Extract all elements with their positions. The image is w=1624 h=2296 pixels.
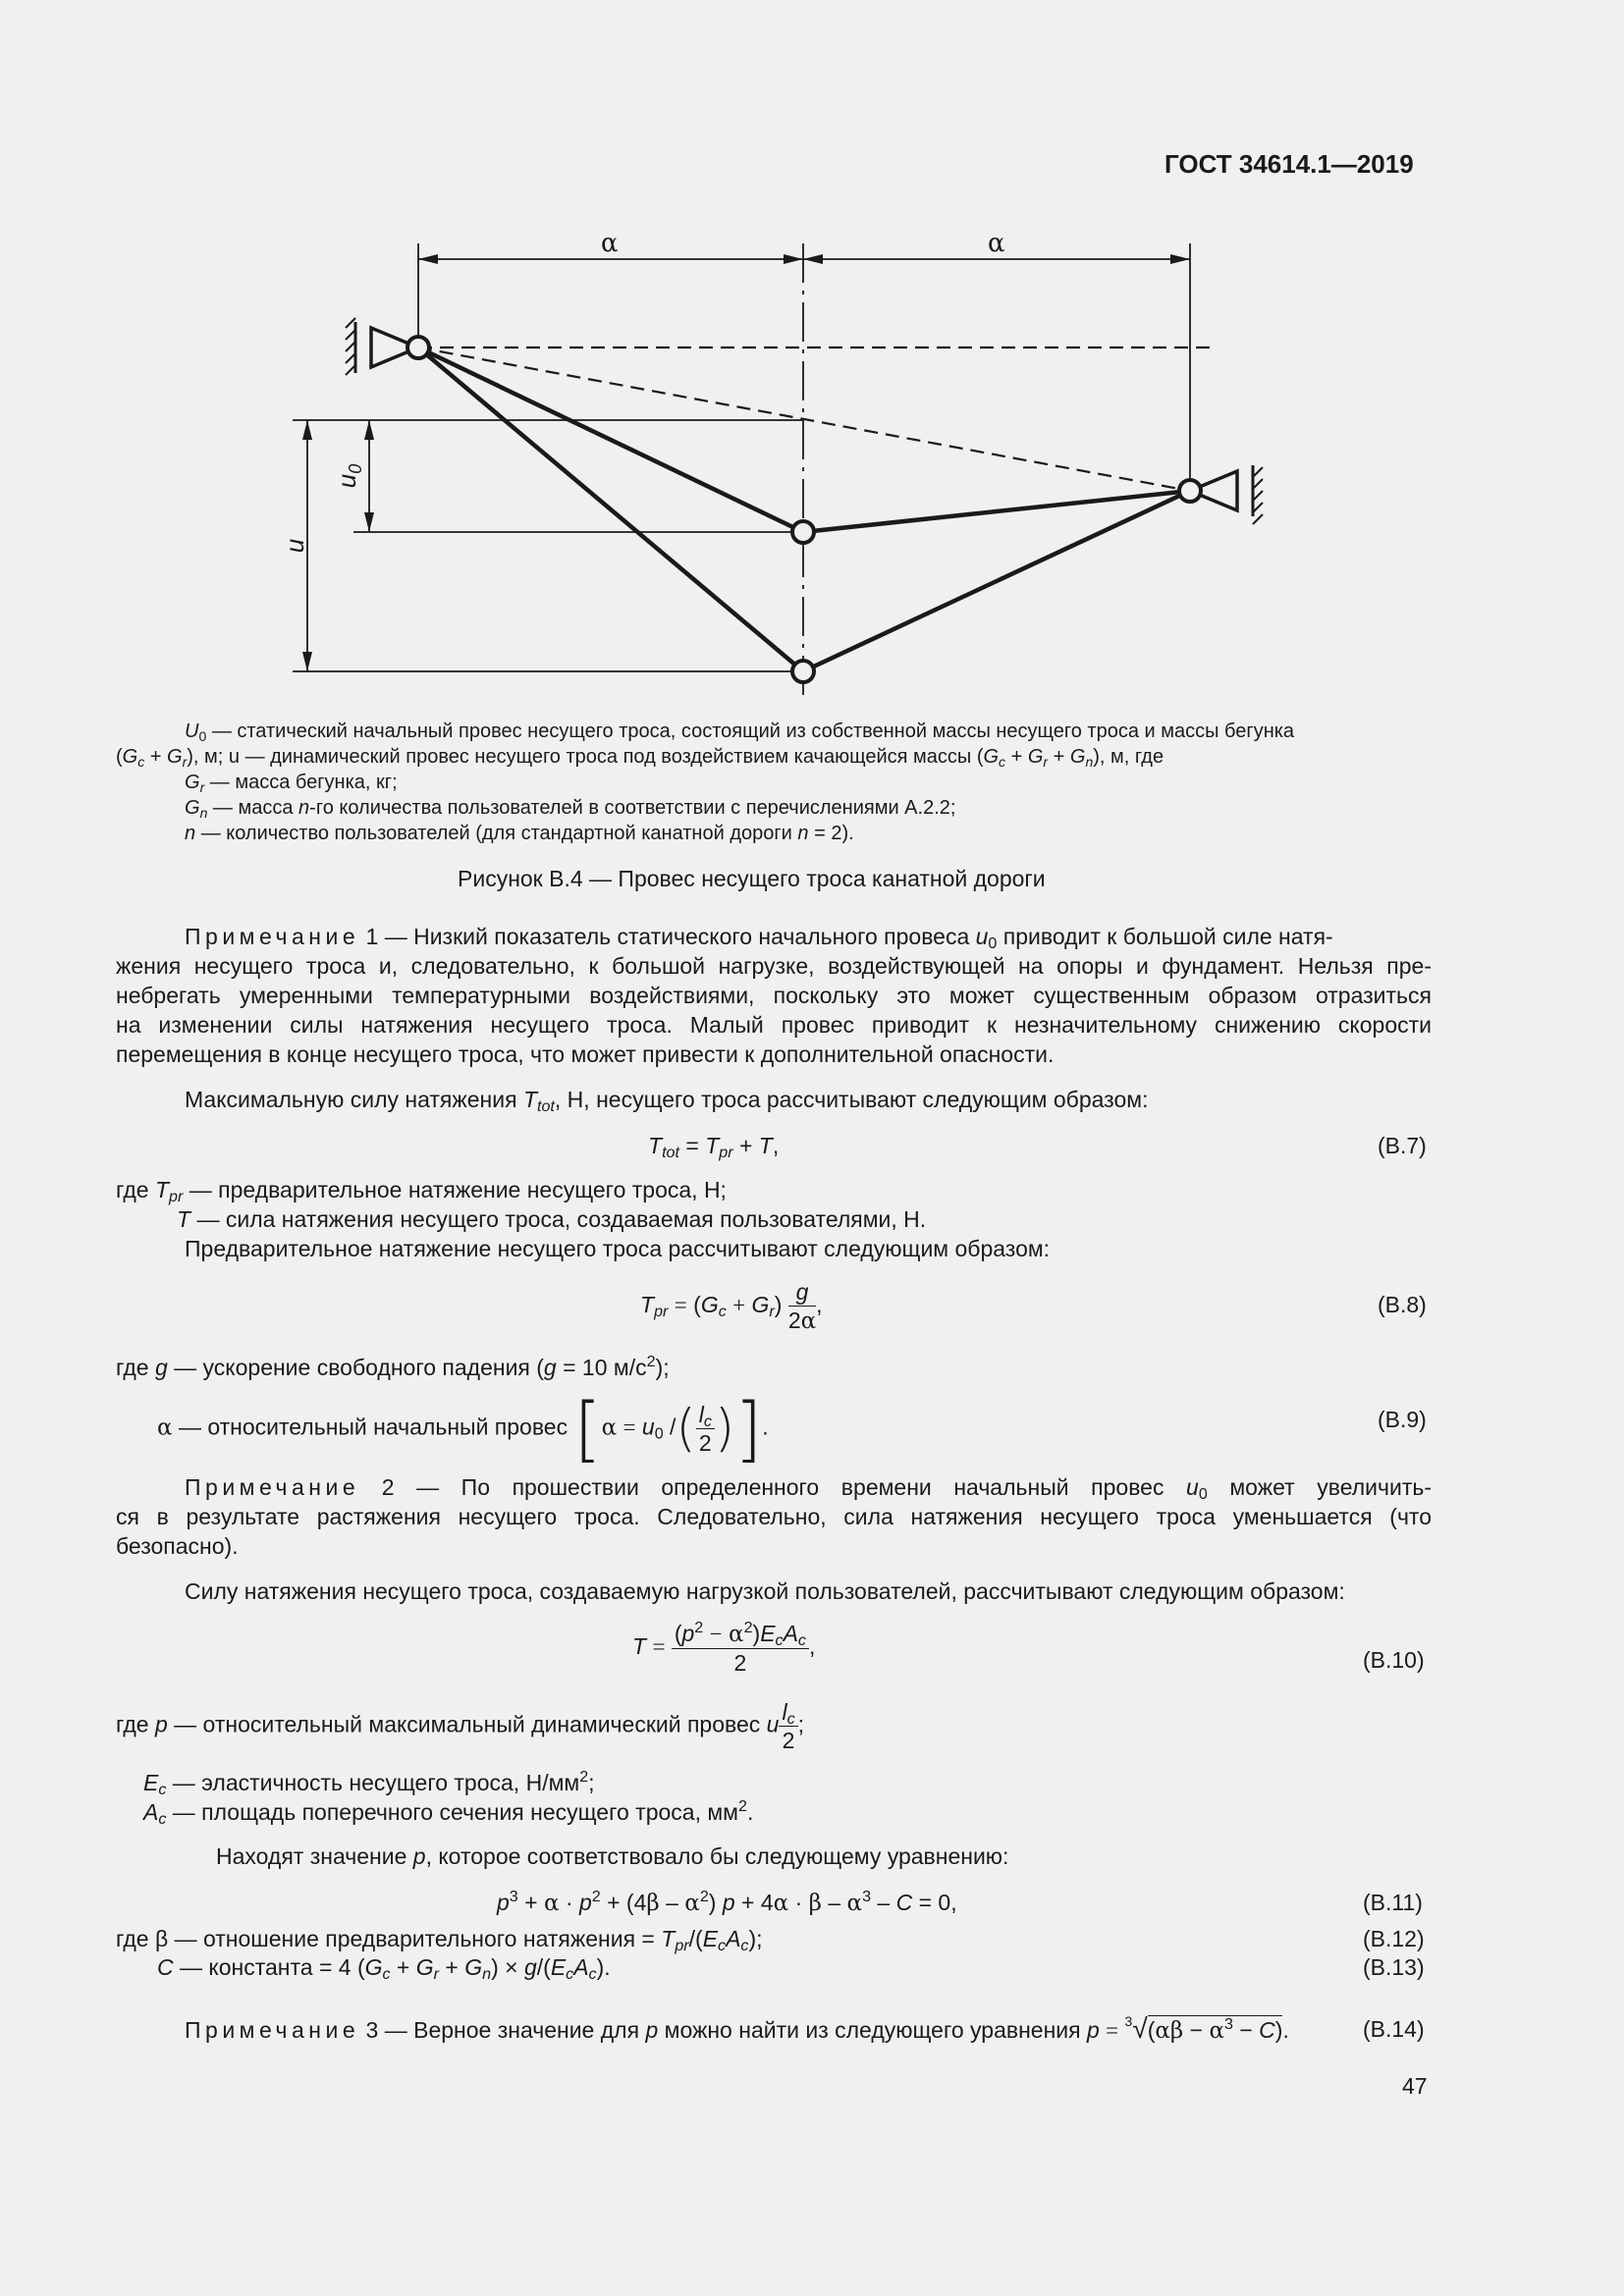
equation-b7-label: (В.7): [1378, 1133, 1427, 1158]
where-ac: $A_c$ — площадь поперечного сечения несущего троса, $мм^2$.: [143, 1797, 754, 1828]
note-2-line-2: ся в результате растяжения несущего троса. Следовательно, сила натяжения несущего троса уменьшается (что: [116, 1504, 1432, 1529]
note-2-line-1: Примечание 2 — По прошествии определенного времени начальный провес $u_0$ может увеличить-: [185, 1474, 1432, 1503]
node-right: [1179, 480, 1201, 502]
equation-b10-label: (В.10): [1363, 1647, 1425, 1673]
equation-b12: где β — отношение предварительного натяжения = $T_{pr}/(E_cA_c)$;: [116, 1926, 763, 1954]
label-u0: $u_0$: [332, 463, 365, 489]
legend-line-3: $G_r$ — масса бегунка, кг;: [185, 772, 398, 795]
equation-b13: C — константа = 4 $(G_c + G_r + G_n) \times g/(E_cA_c)$.: [157, 1954, 611, 1983]
equation-b9-label: (В.9): [1378, 1407, 1427, 1432]
equation-b11: $p^3 + \alpha \cdot p^2 + (4\beta - \alpha^2) p + 4\alpha \cdot \beta - \alpha^3 - C = 0$,: [497, 1888, 957, 1916]
paragraph-tpr: Предварительное натяжение несущего троса рассчитывают следующим образом:: [185, 1236, 1051, 1261]
where-p: где p — относительный максимальный динамический провес u $\frac{l_c}{2}$ ;: [116, 1699, 805, 1753]
equation-b10: T = $\frac{(p^2 - \alpha^2)E_cA_c}{2}$ ,: [632, 1619, 816, 1676]
equation-b8-label: (В.8): [1378, 1292, 1427, 1317]
equation-b11-label: (В.11): [1363, 1890, 1423, 1915]
where-t: T — сила натяжения несущего троса, создаваемая пользователями, Н.: [177, 1206, 927, 1232]
note-2-line-3: безопасно).: [116, 1533, 239, 1559]
where-tpr: где $T_{pr}$ — предварительное натяжение несущего троса, Н;: [116, 1177, 727, 1205]
label-alpha-left: α: [601, 229, 619, 258]
node-dynamic: [792, 661, 814, 682]
equation-b13-label: (В.13): [1363, 1954, 1425, 1980]
equation-b14-label: (В.14): [1363, 2016, 1425, 2042]
cable-static-left: [418, 347, 803, 532]
label-u: u: [280, 538, 309, 554]
cable-static-right: [803, 491, 1190, 532]
legend-line-4: $G_n$ — масса n-го количества пользователей в соответствии с перечислениями А.2.2;: [185, 797, 956, 821]
paragraph-p: Находят значение p, которое соответствовало бы следующему уравнению:: [216, 1843, 1009, 1869]
legend-line-1: $U_0$ — статический начальный провес несущего троса, состоящий из собственной массы несущего троса и массы бегунка: [185, 721, 1295, 744]
where-g: где g — ускорение свободного падения (g = 10 $м/с^2$);: [116, 1353, 670, 1380]
equation-b12-label: (В.12): [1363, 1926, 1425, 1951]
cable-dynamic-right: [803, 491, 1190, 671]
note-1-line-2: жения несущего троса и, следовательно, к большой нагрузке, воздействующей на опоры и фундамент. Нельзя пре-: [116, 953, 1432, 979]
cable-dynamic-left: [418, 347, 803, 671]
page-number: 47: [1402, 2073, 1428, 2099]
note-1-line-3: небрегать умеренными температурными воздействиями, поскольку это может существенным образом отразиться: [116, 983, 1432, 1008]
note-3: Примечание 3 — Верное значение для p можно найти из следующего уравнения $p = ^3√(\alpha\beta - \alpha^3 - C)$.: [185, 2013, 1289, 2044]
paragraph-t: Силу натяжения несущего троса, создаваемую нагрузкой пользователей, рассчитывают следующим образом:: [185, 1578, 1345, 1604]
equation-b9: α — относительный начальный провес [$\alpha = u_0$ /( $\frac{l_c}{2}$ )].: [157, 1387, 769, 1470]
legend-line-5: n — количество пользователей (для стандартной канатной дороги n = 2).: [185, 823, 854, 844]
equation-b8: $T_{pr} = (G_c + G_r)$ $\frac{g}{2\alpha}$ ,: [640, 1279, 823, 1334]
sag-diagram: [0, 0, 1624, 707]
note-1-line-1: Примечание 1 — Низкий показатель статического начального провеса $u_0$ приводит к большой силе натя-: [185, 924, 1333, 952]
figure-caption: Рисунок В.4 — Провес несущего троса канатной дороги: [458, 866, 1046, 891]
document-number: ГОСТ 34614.1—2019: [1164, 149, 1414, 179]
node-left: [407, 337, 429, 358]
label-alpha-right: α: [988, 229, 1005, 258]
node-static: [792, 521, 814, 543]
note-1-line-4: на изменении силы натяжения несущего троса. Малый провес приводит к незначительному снижению скорости: [116, 1012, 1432, 1038]
paragraph-ttot: Максимальную силу натяжения $T_{tot}$, Н, несущего троса рассчитывают следующим образом:: [185, 1087, 1149, 1115]
where-ec: $E_c$ — эластичность несущего троса, $Н/мм^2$;: [143, 1768, 595, 1798]
note-1-line-5: перемещения в конце несущего троса, что может привести к дополнительной опасности.: [116, 1041, 1055, 1067]
legend-line-2: $(G_c + G_r)$, м; u — динамический провес несущего троса под воздействием качающейся массы $(G_c + G_r + G_n)$, м, где: [116, 746, 1164, 770]
equation-b7: $T_{tot} = T_{pr} + T$,: [648, 1133, 780, 1161]
dashed-chord: [418, 347, 1190, 491]
